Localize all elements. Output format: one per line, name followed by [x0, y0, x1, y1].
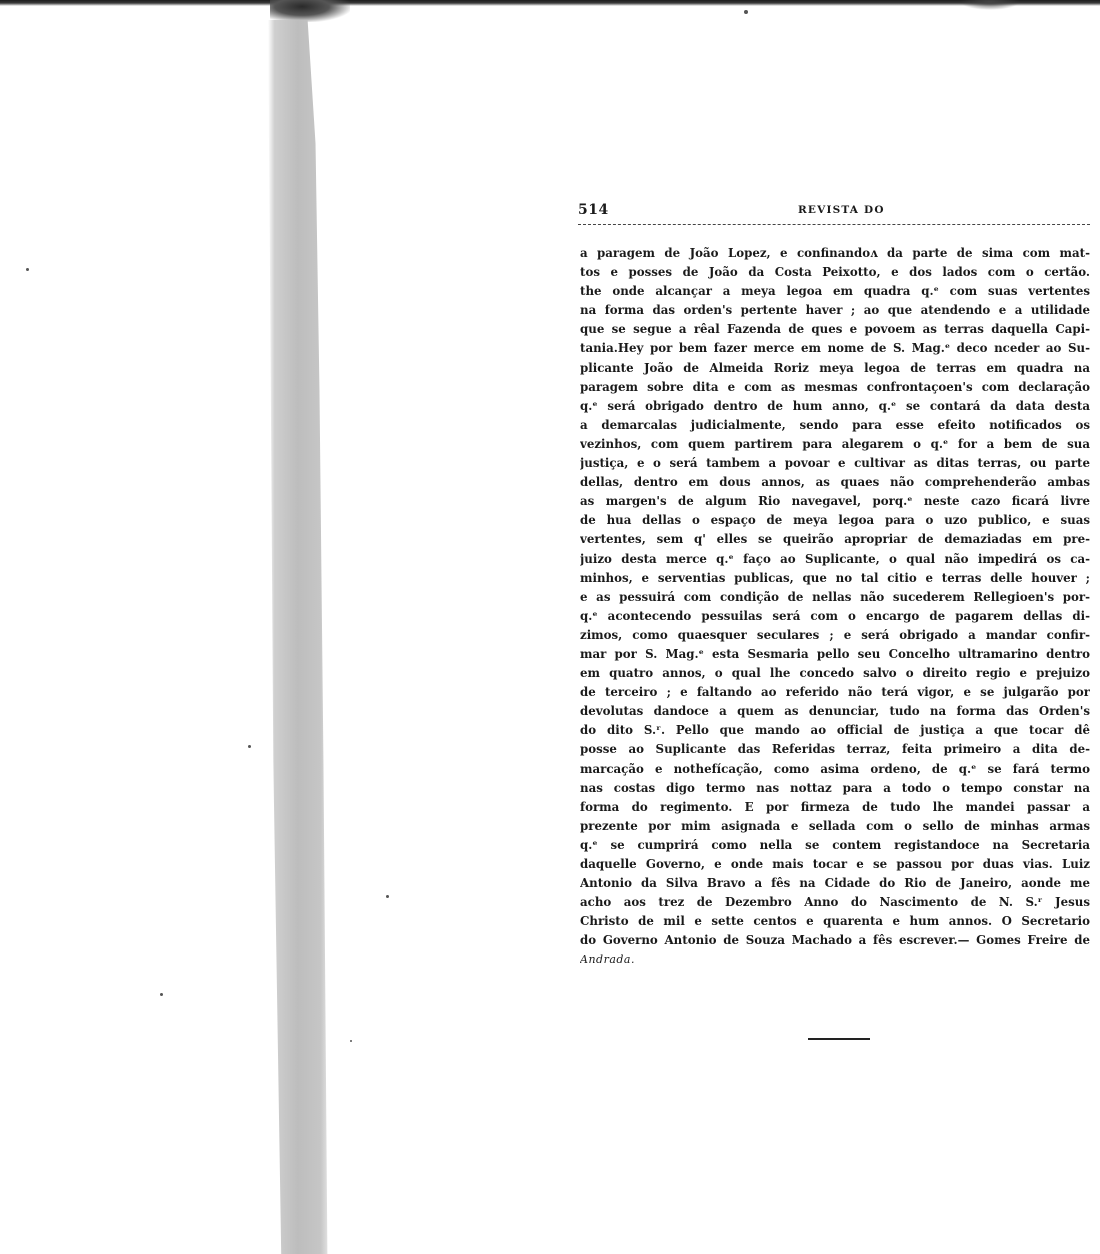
text-line: zimos, como quaesquer seculares ; e será obrigado a mandar confir- — [580, 627, 1090, 642]
scan-top-edge — [0, 0, 1100, 6]
text-line: paragem sobre dita e com as mesmas confrontaçoen's com declaração — [580, 379, 1090, 394]
scan-speck — [386, 895, 389, 898]
scan-speck — [26, 268, 29, 271]
text-line: e as pessuirá com condição de nellas não sucederem Rellegioen's por- — [580, 589, 1090, 604]
text-line: na forma das orden's pertente haver ; ao que atendendo e a utilidade — [580, 303, 1090, 318]
text-line: q.ᵉ será obrigado dentro de hum anno, q.ᵉ se contará da data desta — [580, 398, 1090, 413]
text-line: Antonio da Silva Bravo a fês na Cidade do Rio de Janeiro, aonde me — [580, 876, 1090, 891]
page-header — [578, 202, 1088, 224]
text-line: tos e posses de João da Costa Peixotto, e dos lados com o certão. — [580, 265, 1090, 280]
text-line: que se segue a rêal Fazenda de ques e povoem as terras daquella Capi- — [580, 322, 1090, 337]
text-line: vezinhos, com quem partirem para alegarem o q.ᵉ for a bem de sua — [580, 436, 1090, 451]
header-divider — [578, 224, 1090, 225]
text-line: posse ao Suplicante das Referidas terraz, feita primeiro a dita de- — [580, 742, 1090, 757]
text-line: devolutas dandoce a quem as denunciar, tudo na forma das Orden's — [580, 704, 1090, 719]
book-gutter-shadow — [268, 20, 334, 1254]
text-line: a paragem de João Lopez, e confinandoʌ da parte de sima com mat- — [580, 246, 1090, 260]
text-line: tania.Hey por bem fazer merce em nome de S. Mag.ᵉ deco nceder ao Su- — [580, 341, 1090, 356]
text-line: do dito S.ʳ. Pello que mando ao official de justiça a que tocar dê — [580, 723, 1090, 738]
text-line: vertentes, sem q' elles se queirão apropriar de demaziadas em pre- — [580, 532, 1090, 547]
text-line: daquelle Governo, e onde mais tocar e se passou por duas vias. Luiz — [580, 857, 1090, 871]
text-line: acho aos trez de Dezembro Anno do Nascimento de N. S.ʳ Jesus — [580, 895, 1090, 910]
text-line: de terceiro ; e faltando ao referido não terá vigor, e se julgarão por — [580, 685, 1090, 700]
text-line: prezente por mim asignada e sellada com o sello de minhas armas — [580, 818, 1090, 833]
text-line: a demarcalas judicialmente, sendo para esse efeito notificados os — [580, 417, 1090, 432]
text-line: the onde alcançar a meya legoa em quadra q.ᵉ com suas vertentes — [580, 284, 1090, 299]
text-line: justiça, e o será tambem a povoar e cultivar as ditas terras, ou parte — [580, 456, 1090, 471]
text-line: marcação e nothefícação, como asima ordeno, de q.ᵉ se fará termo — [580, 761, 1090, 776]
text-line: mar por S. Mag.ᵉ esta Sesmaria pello seu Concelho ultramarino dentro — [580, 646, 1090, 661]
scan-speck — [160, 993, 163, 996]
scan-speck — [350, 1040, 352, 1042]
signature-line: Andrada. — [580, 953, 635, 967]
text-line: as margen's de algum Rio navegavel, porq.ᵉ neste cazo ficará livre — [580, 494, 1090, 509]
scan-artifact — [960, 0, 1020, 10]
running-title: REVISTA DO — [798, 204, 885, 216]
end-divider — [808, 1038, 870, 1040]
page-number: 514 — [578, 202, 609, 218]
text-line: plicante João de Almeida Roriz meya legoa de terras em quadra na — [580, 360, 1090, 375]
text-line: de hua dellas o espaço de meya legoa para o uzo publico, e suas — [580, 513, 1090, 528]
body-text — [580, 244, 1090, 970]
text-line: em quatro annos, o qual lhe concedo salvo o direito regio e prejuizo — [580, 666, 1090, 681]
scan-speck — [248, 745, 251, 748]
text-line: q.ᵉ se cumprirá como nella se contem registandoce na Secretaria — [580, 837, 1090, 852]
text-line: juizo desta merce q.ᵉ faço ao Suplicante, o qual não impedirá os ca- — [580, 551, 1090, 566]
scan-artifact — [270, 0, 350, 22]
text-line: dellas, dentro em dous annos, as quaes não comprehenderão ambas — [580, 475, 1090, 490]
text-line: nas costas digo termo nas nottaz para a todo o tempo constar na — [580, 780, 1090, 795]
text-line: Christo de mil e sette centos e quarenta e hum annos. O Secretario — [580, 914, 1090, 929]
text-line: q.ᵉ acontecendo pessuilas será com o encargo de pagarem dellas di- — [580, 608, 1090, 623]
text-line: do Governo Antonio de Souza Machado a fês escrever.— Gomes Freire de — [580, 933, 1090, 948]
text-line: minhos, e serventias publicas, que no tal citio e terras delle houver ; — [580, 570, 1090, 585]
text-line: forma do regimento. E por firmeza de tudo lhe mandei passar a — [580, 799, 1090, 814]
scan-speck — [744, 10, 748, 14]
